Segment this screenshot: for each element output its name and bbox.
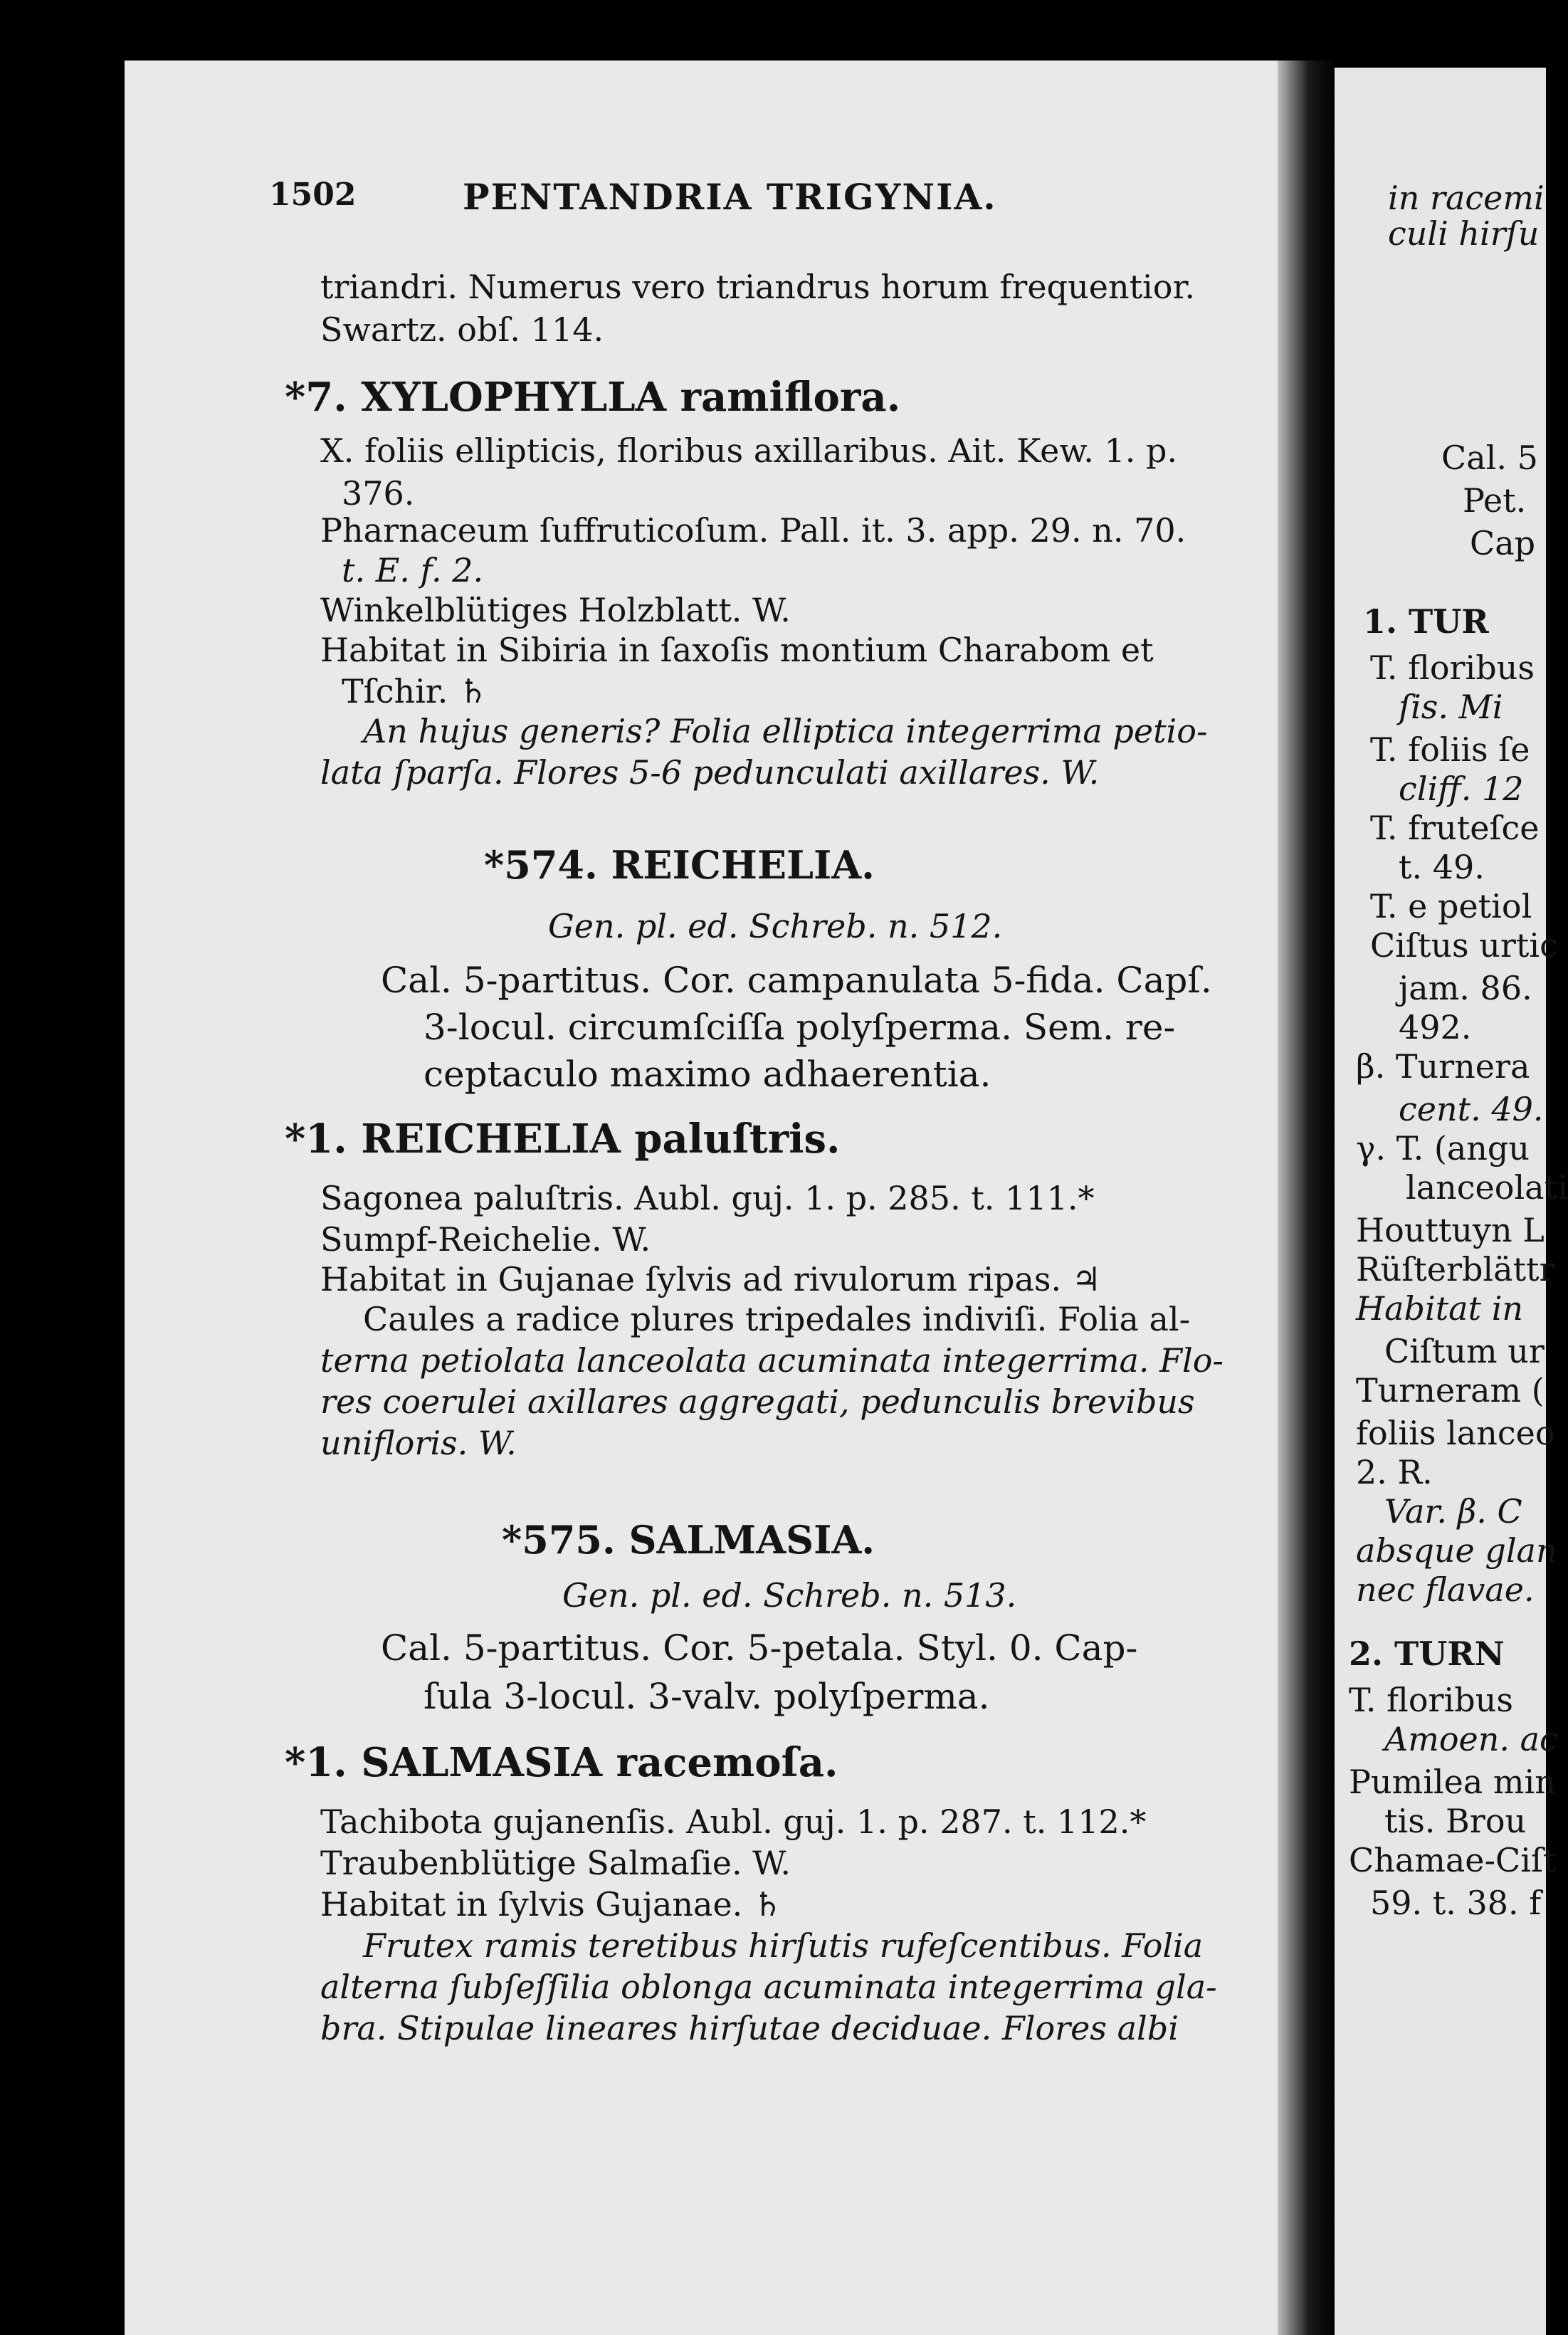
right-page-line: 59. t. 38. f (1370, 1884, 1542, 1922)
species-heading: *1. REICHELIA paluſtris. (285, 1116, 841, 1163)
right-page-line: Turneram ( (1356, 1371, 1545, 1410)
right-page-line: cent. 49. (1399, 1090, 1544, 1128)
body-line: lata ſparſa. Flores 5-6 pedunculati axillares. W. (320, 753, 1100, 792)
right-page-line: Ciſtum ur (1384, 1332, 1545, 1370)
right-page-line: T. floribus (1349, 1681, 1513, 1719)
body-line: unifloris. W. (320, 1424, 517, 1462)
right-page-line: γ. T. (angu (1356, 1129, 1530, 1168)
right-page-line: in racemi (1388, 179, 1545, 217)
right-page-line: Var. β. C (1384, 1492, 1522, 1531)
right-page-line: T. floribus (1370, 649, 1535, 687)
right-page-line: jam. 86. (1399, 969, 1532, 1007)
genus-reference: Gen. pl. ed. Schreb. n. 512. (548, 907, 1003, 945)
body-line: res coerulei axillares aggregati, pedunculis brevibus (320, 1382, 1195, 1421)
genus-heading: *575. SALMASIA. (502, 1517, 875, 1563)
right-page-line: culi hirſu (1388, 214, 1540, 253)
body-line: An hujus generis? Folia elliptica integerrima petio- (363, 712, 1208, 750)
genus-description: ſula 3-locul. 3-valv. polyſperma. (423, 1676, 990, 1717)
right-page-line: T. e petiol (1370, 887, 1532, 925)
right-page-line: ſis. Mi (1399, 688, 1503, 726)
body-line: Caules a radice plures tripedales indiviſi. Folia al- (363, 1300, 1191, 1338)
book-gutter (1278, 61, 1335, 2335)
genus-description: 3-locul. circumſciſſa polyſperma. Sem. re- (423, 1007, 1176, 1048)
body-line: Habitat in ſylvis Gujanae. ♄ (320, 1885, 783, 1924)
right-page-line: t. 49. (1399, 848, 1485, 886)
right-page-line: lanceolati (1406, 1168, 1568, 1207)
right-page-line: β. Turnera (1356, 1047, 1530, 1086)
right-page-line: Houttuyn L (1356, 1211, 1545, 1249)
right-page-line: foliis lanceo (1356, 1414, 1555, 1452)
right-page-line: nec flavae. (1356, 1570, 1535, 1609)
body-line: terna petiolata lanceolata acuminata integerrima. Flo- (320, 1341, 1224, 1380)
body-line: t. E. f. 2. (342, 551, 484, 589)
body-line: Pharnaceum ſuffruticoſum. Pall. it. 3. app. 29. n. 70. (320, 511, 1186, 550)
body-line: Tachibota gujanenſis. Aubl. guj. 1. p. 287. t. 112.* (320, 1803, 1147, 1841)
genus-reference: Gen. pl. ed. Schreb. n. 513. (562, 1576, 1017, 1615)
right-page-line: T. fruteſce (1370, 809, 1540, 847)
genus-description: ceptaculo maximo adhaerentia. (423, 1054, 991, 1095)
body-line: alterna ſubſeſſilia oblonga acuminata integerrima gla- (320, 1968, 1217, 2006)
body-line: Frutex ramis teretibus hirſutis rufeſcentibus. Folia (363, 1926, 1204, 1965)
genus-heading: *574. REICHELIA. (484, 842, 875, 888)
body-line: Tſchir. ♄ (342, 672, 488, 710)
right-page-line: 2. R. (1356, 1453, 1433, 1491)
species-heading: *7. XYLOPHYLLA ramiflora. (285, 374, 901, 421)
right-page-line: Amoen. ac (1384, 1720, 1558, 1758)
right-page-line: Habitat in (1356, 1289, 1524, 1328)
body-line: Habitat in Sibiria in ſaxoſis montium Charabom et (320, 631, 1154, 669)
species-heading: *1. SALMASIA racemoſa. (285, 1739, 838, 1786)
right-page-line: Pumilea min (1349, 1763, 1556, 1801)
right-page-line: Cal. 5 (1441, 439, 1538, 477)
right-page-line: 492. (1399, 1008, 1472, 1046)
right-page-line: Cap (1470, 524, 1536, 562)
right-page-line: Pet. (1463, 481, 1527, 520)
body-line: Traubenblütige Salmaſie. W. (320, 1844, 791, 1882)
right-page-line: Rüſterblättr (1356, 1250, 1555, 1289)
genus-description: Cal. 5-partitus. Cor. campanulata 5-fida. Capſ. (381, 960, 1212, 1001)
right-page-line: Ciſtus urtic (1370, 926, 1558, 965)
running-head: PENTANDRIA TRIGYNIA. (463, 176, 997, 218)
right-page-line: 1. TUR (1363, 602, 1489, 641)
body-line: Sumpf-Reichelie. W. (320, 1220, 651, 1259)
right-page-line: tis. Brou (1384, 1802, 1527, 1840)
right-page-line: cliff. 12 (1399, 770, 1524, 808)
body-line: X. foliis ellipticis, floribus axillaribus. Ait. Kew. 1. p. (320, 431, 1178, 470)
body-line: Habitat in Gujanae ſylvis ad rivulorum ripas. ♃ (320, 1260, 1102, 1298)
right-page-line: 2. TURN (1349, 1634, 1505, 1673)
body-line: Swartz. obſ. 114. (320, 310, 604, 349)
body-line: Sagonea paluſtris. Aubl. guj. 1. p. 285. t. 111.* (320, 1179, 1095, 1217)
right-page-line: Chamae-Ciſt (1349, 1841, 1557, 1879)
body-line: Winkelblütiges Holzblatt. W. (320, 591, 791, 629)
page-number: 1502 (269, 177, 357, 213)
genus-description: Cal. 5-partitus. Cor. 5-petala. Styl. 0. Cap- (381, 1627, 1138, 1669)
right-page (1335, 68, 1568, 2335)
body-line: 376. (342, 474, 415, 513)
body-line: triandri. Numerus vero triandrus horum frequentior. (320, 268, 1196, 306)
body-line: bra. Stipulae lineares hirſutae deciduae. Flores albi (320, 2009, 1179, 2047)
right-page-line: T. foliis ſe (1370, 730, 1530, 769)
right-page-line: absque glan (1356, 1531, 1557, 1570)
